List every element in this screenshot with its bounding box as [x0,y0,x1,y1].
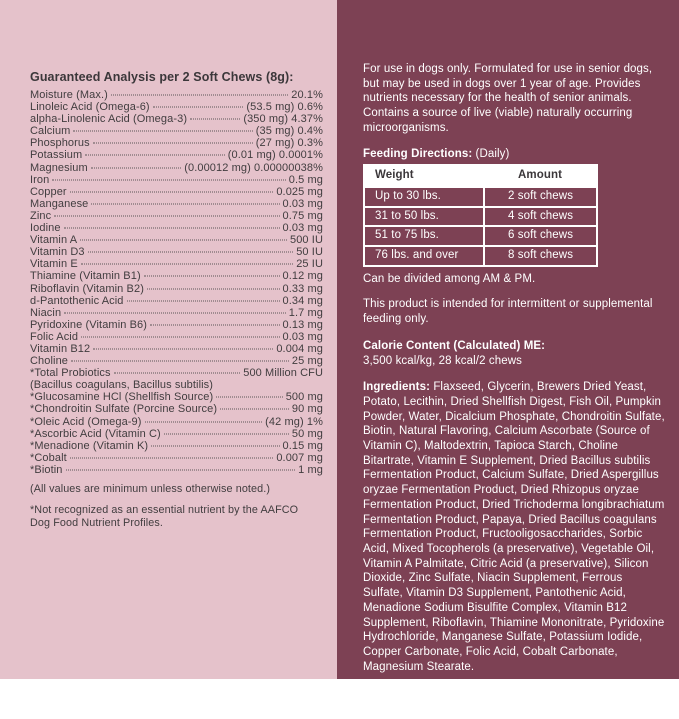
analysis-value: 0.5 mg [288,173,323,186]
analysis-value: 0.12 mg [282,270,323,283]
dotted-leader [150,324,280,325]
dotted-leader [88,252,294,253]
analysis-label: *Glucosamine HCl (Shellfish Source) [30,391,214,404]
analysis-row [30,416,323,428]
analysis-label: Linoleic Acid (Omega-6) [30,101,150,114]
dotted-leader [54,215,279,216]
ingredients-label: Ingredients: [363,381,431,394]
analysis-label: Choline [30,355,69,368]
analysis-value: 500 mg [285,391,323,404]
analysis-value: 0.025 mg [276,185,323,198]
dotted-leader [80,240,287,241]
analysis-row [30,137,323,149]
warning-note: Due to the tasty nature of our products, do not leave package unattended around pets. [363,690,634,718]
analysis-value: 1.7 mg [288,306,323,319]
analysis-row [30,198,323,210]
analysis-value: (42 mg) 1% [265,415,323,428]
dotted-leader [70,191,274,192]
analysis-label: d-Pantothenic Acid [30,294,124,307]
analysis-label: Folic Acid [30,330,79,343]
divided-note: Can be divided among AM & PM. [363,272,536,285]
dotted-leader [91,167,181,168]
dotted-leader [145,421,263,422]
minimum-values-note: (All values are minimum unless otherwise noted.) [30,483,271,495]
calorie-content-value: 3,500 kcal/kg, 28 kcal/2 chews [363,354,522,367]
dotted-leader [81,336,279,337]
analysis-value: 0.007 mg [276,451,323,464]
analysis-label: alpha-Linolenic Acid (Omega-3) [30,113,188,126]
feeding-table-header-amount: Amount [484,165,597,187]
analysis-value: 0.15 mg [282,439,323,452]
feeding-directions-label: Feeding Directions: [363,147,473,160]
analysis-row [30,210,323,222]
analysis-value: 25 IU [296,258,323,271]
analysis-row [30,162,323,174]
intermittent-note: This product is intended for intermittent or supplemental feeding only. [363,298,653,326]
analysis-label: *Total Probiotics [30,367,111,380]
analysis-label: Copper [30,185,67,198]
dotted-leader [164,433,289,434]
dotted-leader [114,373,241,374]
analysis-label: *Biotin [30,463,63,476]
weight-cell: 51 to 75 lbs. [364,226,484,246]
dotted-leader [93,348,273,349]
analysis-list [30,89,323,476]
analysis-label: *Cobalt [30,451,67,464]
dotted-leader [85,155,224,156]
usage-panel [337,0,679,718]
analysis-value: 50 IU [296,246,323,259]
analysis-value: 500 Million CFU [243,367,323,380]
analysis-label: Iron [30,173,50,186]
analysis-row [30,355,323,367]
analysis-value: (350 mg) 4.37% [243,113,323,126]
analysis-value: 0.33 mg [282,282,323,295]
analysis-label: Vitamin B12 [30,342,91,355]
dotted-leader [220,409,289,410]
analysis-row [30,331,323,343]
analysis-row [30,295,323,307]
calorie-content-heading: Calorie Content (Calculated) ME: [363,339,546,352]
amount-cell: 4 soft chews [484,207,597,227]
dotted-leader [52,179,285,180]
feeding-table-row [364,246,597,266]
analysis-row [30,149,323,161]
analysis-row [30,428,323,440]
analysis-label: *Ascorbic Acid (Vitamin C) [30,427,161,440]
analysis-row [30,307,323,319]
weight-cell: 31 to 50 lbs. [364,207,484,227]
dotted-leader [64,312,286,313]
analysis-label: Vitamin A [30,234,78,247]
analysis-row [30,391,323,403]
analysis-value: 90 mg [291,403,323,416]
analysis-label: (Bacillus coagulans, Bacillus subtilis) [30,379,214,392]
analysis-value: 0.13 mg [282,318,323,331]
ingredients-text: Flaxseed, Glycerin, Brewers Dried Yeast, Potato, Lecithin, Dried Shellfish Digest, Fish Oil, Pumpkin Powder, Water, Dicalcium Phosphate, Chondroitin Sulfate, Biotin, Natural Flavoring, Calcium Ascorbate (Source of Vitamin C), Maltodextrin, Tapioca Starch, Choline Bitartrate, Vitamin E Supplement, Dried Bacillus subtilis Fermentation Product, Calcium Sulfate, Dried Aspergillus oryzae Fermentation Product, Dried Rhizopus oryzae Fermentation Product, Dried Trichoderma longibrachiatum Fermentation Product, Papaya, Dried Bacillus coagulans Fermentation Product, Fructooligosaccharides, Sorbic Acid, Mixed Tocopherols (a preservative), Vegetable Oil, Vitamin A Palmitate, Citric Acid (a preservative), Silicon Dioxide, Zinc Sulfate, Niacin Supplement, Ferrous Sulfate, Vitamin D3 Supplement, Pantothenic Acid, Menadione Sodium Bisulfite Complex, Vitamin B12 Supplement, Riboflavin, Thiamine Mononitrate, Pyridoxine Hydrochloride, Manganese Sulfate, Potassium Iodide, Copper Carbonate, Folic Acid, Cobalt Carbonate, Magnesium Stearate. [363,381,665,673]
dotted-leader [81,264,293,265]
analysis-value: 0.75 mg [282,209,323,222]
weight-cell: 76 lbs. and over [364,246,484,266]
guaranteed-analysis-heading: Guaranteed Analysis per 2 Soft Chews (8g): [30,70,294,84]
analysis-value: 0.03 mg [282,197,323,210]
analysis-label: *Oleic Acid (Omega-9) [30,415,142,428]
dotted-leader [64,228,280,229]
analysis-value: (0.00012 mg) 0.00000038% [184,161,323,174]
analysis-label: *Menadione (Vitamin K) [30,439,149,452]
dotted-leader [70,457,274,458]
analysis-label: Calcium [30,125,71,138]
dotted-leader [151,445,279,446]
dotted-leader [153,107,244,108]
dotted-leader [93,143,253,144]
analysis-row [30,452,323,464]
dotted-leader [216,397,282,398]
analysis-value: (0.01 mg) 0.0001% [227,149,323,162]
dotted-leader [127,300,280,301]
analysis-row [30,125,323,137]
guaranteed-analysis-panel [0,0,337,679]
analysis-row [30,222,323,234]
usage-intro: For use in dogs only. Formulated for use in senior dogs, but may be used in dogs over 1 year of age. Provides nutrients necessary for the health of senior animals. Contains a source of live (viable) naturally occurring microorganisms. [363,63,653,134]
feeding-directions-heading [363,147,665,162]
analysis-row [30,440,323,452]
analysis-value: (53.5 mg) 0.6% [246,101,323,114]
analysis-value: (27 mg) 0.3% [255,137,323,150]
analysis-label: Riboflavin (Vitamin B2) [30,282,144,295]
dotted-leader [66,469,296,470]
analysis-row [30,234,323,246]
dotted-leader [91,203,279,204]
analysis-value: 0.34 mg [282,294,323,307]
analysis-row [30,379,323,391]
analysis-label: Vitamin E [30,258,78,271]
analysis-row [30,319,323,331]
feeding-table-header-weight: Weight [364,165,484,187]
analysis-value: 25 mg [291,355,323,368]
analysis-row [30,246,323,258]
feeding-table-row [364,207,597,227]
analysis-value: 0.03 mg [282,330,323,343]
ingredients-paragraph [363,380,665,674]
analysis-value: 1 mg [298,463,323,476]
dotted-leader [147,288,280,289]
aafco-note: *Not recognized as an essential nutrient by the AAFCO Dog Food Nutrient Profiles. [30,504,299,530]
analysis-row [30,186,323,198]
analysis-label: Zinc [30,209,52,222]
analysis-label: Phosphorus [30,137,90,150]
analysis-value: 20.1% [291,89,323,101]
analysis-label: Moisture (Max.) [30,89,108,101]
analysis-label: Niacin [30,306,62,319]
analysis-row [30,367,323,379]
analysis-label: Magnesium [30,161,88,174]
analysis-label: Manganese [30,197,89,210]
analysis-value: 500 IU [289,234,323,247]
analysis-label: Thiamine (Vitamin B1) [30,270,141,283]
dotted-leader [144,276,280,277]
dotted-leader [111,95,288,96]
analysis-row [30,343,323,355]
analysis-value: 0.03 mg [282,222,323,235]
analysis-value: (35 mg) 0.4% [255,125,323,138]
analysis-label: Vitamin D3 [30,246,85,259]
analysis-row [30,113,323,125]
amount-cell: 8 soft chews [484,246,597,266]
weight-cell: Up to 30 lbs. [364,187,484,207]
analysis-row [30,101,323,113]
analysis-label: Iodine [30,222,61,235]
analysis-row [30,258,323,270]
analysis-row [30,89,323,101]
feeding-directions-daily: (Daily) [475,147,510,160]
feeding-table-header-row [364,165,597,187]
analysis-label: Potassium [30,149,83,162]
analysis-value: 0.004 mg [276,342,323,355]
amount-cell: 6 soft chews [484,226,597,246]
feeding-table-row [364,187,597,207]
analysis-row [30,174,323,186]
analysis-row [30,283,323,295]
dotted-leader [73,131,252,132]
amount-cell: 2 soft chews [484,187,597,207]
analysis-value: 50 mg [291,427,323,440]
dotted-leader [71,361,289,362]
feeding-table [363,164,598,267]
analysis-row [30,270,323,282]
dotted-leader [190,119,240,120]
analysis-label: Pyridoxine (Vitamin B6) [30,318,148,331]
feeding-table-body [364,187,597,266]
analysis-row [30,403,323,415]
analysis-label: *Chondroitin Sulfate (Porcine Source) [30,403,218,416]
feeding-table-row [364,226,597,246]
analysis-row [30,464,323,476]
